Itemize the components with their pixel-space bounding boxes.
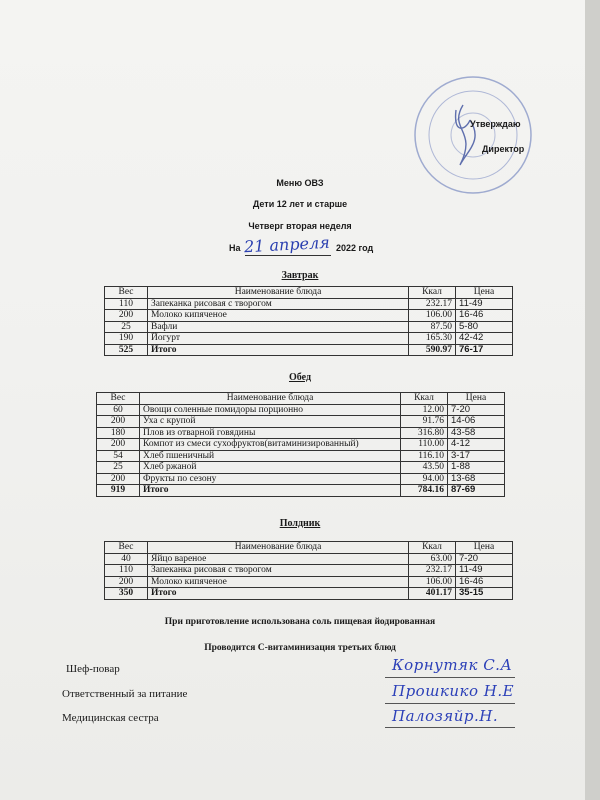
kcal: 116.10 (401, 450, 448, 462)
nurse-role: Медицинская сестра (62, 712, 159, 724)
col-price: Цена (456, 287, 513, 299)
breakfast-title: Завтрак (281, 270, 319, 281)
table-row (105, 310, 513, 322)
table-row (97, 416, 505, 428)
total-price: 87-69 (448, 485, 505, 497)
kcal: 63.00 (409, 553, 456, 565)
snack-table (104, 541, 513, 600)
background-edge (585, 0, 600, 800)
lunch-title: Обед (288, 372, 311, 383)
nurse-signature: Палозяйр.Н. (392, 707, 499, 725)
age-group: Дети 12 лет и старше (252, 199, 348, 209)
kcal: 43.50 (401, 462, 448, 474)
weight: 200 (97, 439, 140, 451)
dish: Хлеб пшеничный (140, 450, 401, 462)
signature-line (385, 727, 515, 728)
weight: 60 (97, 404, 140, 416)
dish: Вафли (148, 321, 409, 333)
table-row (97, 473, 505, 485)
kcal: 110.00 (401, 439, 448, 451)
dish: Запеканка рисовая с творогом (148, 298, 409, 310)
kcal: 232.17 (409, 298, 456, 310)
dish: Яйцо вареное (148, 553, 409, 565)
weight: 110 (105, 565, 148, 577)
price: 14-06 (448, 416, 505, 428)
weight: 25 (105, 321, 148, 333)
signature-line (385, 677, 515, 678)
price: 11-49 (456, 298, 513, 310)
date-prefix: На (229, 243, 241, 253)
col-kcal: Ккал (409, 287, 456, 299)
total-kcal: 590.97 (409, 344, 456, 356)
kcal: 106.00 (409, 310, 456, 322)
total-row (97, 485, 505, 497)
kcal: 87.50 (409, 321, 456, 333)
total-kcal: 784.16 (401, 485, 448, 497)
weight: 54 (97, 450, 140, 462)
table-row (105, 553, 513, 565)
approval-label: Утверждаю (470, 119, 521, 129)
col-price: Цена (448, 393, 505, 405)
kcal: 232.17 (409, 565, 456, 577)
price: 7-20 (448, 404, 505, 416)
dish: Йогурт (148, 333, 409, 345)
dish: Уха с крупой (140, 416, 401, 428)
price: 1-88 (448, 462, 505, 474)
total-weight: 525 (105, 344, 148, 356)
price: 5-80 (456, 321, 513, 333)
col-kcal: Ккал (401, 393, 448, 405)
price: 16-46 (456, 310, 513, 322)
table-row (105, 333, 513, 345)
price: 43-58 (448, 427, 505, 439)
total-kcal: 401.17 (409, 588, 456, 600)
dish: Молоко кипяченое (148, 310, 409, 322)
kcal: 106.00 (409, 576, 456, 588)
snack-title: Полдник (279, 518, 321, 529)
col-kcal: Ккал (409, 542, 456, 554)
day-week: Четверг вторая неделя (248, 221, 352, 231)
dish: Запеканка рисовая с творогом (148, 565, 409, 577)
weight: 25 (97, 462, 140, 474)
kcal: 94.00 (401, 473, 448, 485)
signature-line (385, 703, 515, 704)
lunch-table (96, 392, 505, 497)
chef-role: Шеф-повар (66, 663, 120, 675)
price: 13-68 (448, 473, 505, 485)
price: 3-17 (448, 450, 505, 462)
table-header-row (105, 287, 513, 299)
kcal: 165.30 (409, 333, 456, 345)
table-header-row (97, 393, 505, 405)
weight: 200 (105, 576, 148, 588)
total-price: 76-17 (456, 344, 513, 356)
table-header-row (105, 542, 513, 554)
dish: Плов из отварной говядины (140, 427, 401, 439)
price: 7-20 (456, 553, 513, 565)
total-weight: 350 (105, 588, 148, 600)
col-weight: Вес (97, 393, 140, 405)
director-label: Директор (482, 144, 525, 154)
responsible-role: Ответственный за питание (62, 688, 188, 700)
weight: 190 (105, 333, 148, 345)
total-row (105, 588, 513, 600)
table-row (97, 462, 505, 474)
responsible-signature: Прошкико Н.Е (392, 682, 515, 700)
price: 16-46 (456, 576, 513, 588)
date-underline (245, 255, 331, 256)
kcal: 316.80 (401, 427, 448, 439)
dish: Молоко кипяченое (148, 576, 409, 588)
weight: 180 (97, 427, 140, 439)
table-row (97, 404, 505, 416)
dish: Овощи соленные помидоры порционно (140, 404, 401, 416)
col-weight: Вес (105, 542, 148, 554)
date-handwritten: 21 апреля (243, 232, 331, 257)
total-weight: 919 (97, 485, 140, 497)
price: 4-12 (448, 439, 505, 451)
table-row (97, 439, 505, 451)
chef-signature: Корнутяк С.А (392, 656, 513, 674)
weight: 200 (97, 416, 140, 428)
col-weight: Вес (105, 287, 148, 299)
col-price: Цена (456, 542, 513, 554)
table-row (105, 321, 513, 333)
breakfast-table (104, 286, 513, 356)
date-year: 2022 год (336, 243, 374, 253)
price: 42-42 (456, 333, 513, 345)
table-row (105, 576, 513, 588)
total-label: Итого (140, 485, 401, 497)
vitamin-note: Проводится С-витаминизация третьих блюд (204, 643, 396, 653)
dish: Хлеб ржаной (140, 462, 401, 474)
table-row (97, 450, 505, 462)
price: 11-49 (456, 565, 513, 577)
col-name: Наименование блюда (140, 393, 401, 405)
menu-title: Меню ОВЗ (276, 178, 324, 188)
weight: 200 (105, 310, 148, 322)
total-row (105, 344, 513, 356)
salt-note: При приготовление использована соль пищевая йодированная (164, 617, 436, 627)
dish: Фрукты по сезону (140, 473, 401, 485)
dish: Компот из смеси сухофруктов(витаминизированный) (140, 439, 401, 451)
table-row (97, 427, 505, 439)
col-name: Наименование блюда (148, 287, 409, 299)
weight: 40 (105, 553, 148, 565)
table-row (105, 298, 513, 310)
kcal: 12.00 (401, 404, 448, 416)
weight: 110 (105, 298, 148, 310)
table-row (105, 565, 513, 577)
total-label: Итого (148, 344, 409, 356)
kcal: 91.76 (401, 416, 448, 428)
total-price: 35-15 (456, 588, 513, 600)
weight: 200 (97, 473, 140, 485)
total-label: Итого (148, 588, 409, 600)
col-name: Наименование блюда (148, 542, 409, 554)
